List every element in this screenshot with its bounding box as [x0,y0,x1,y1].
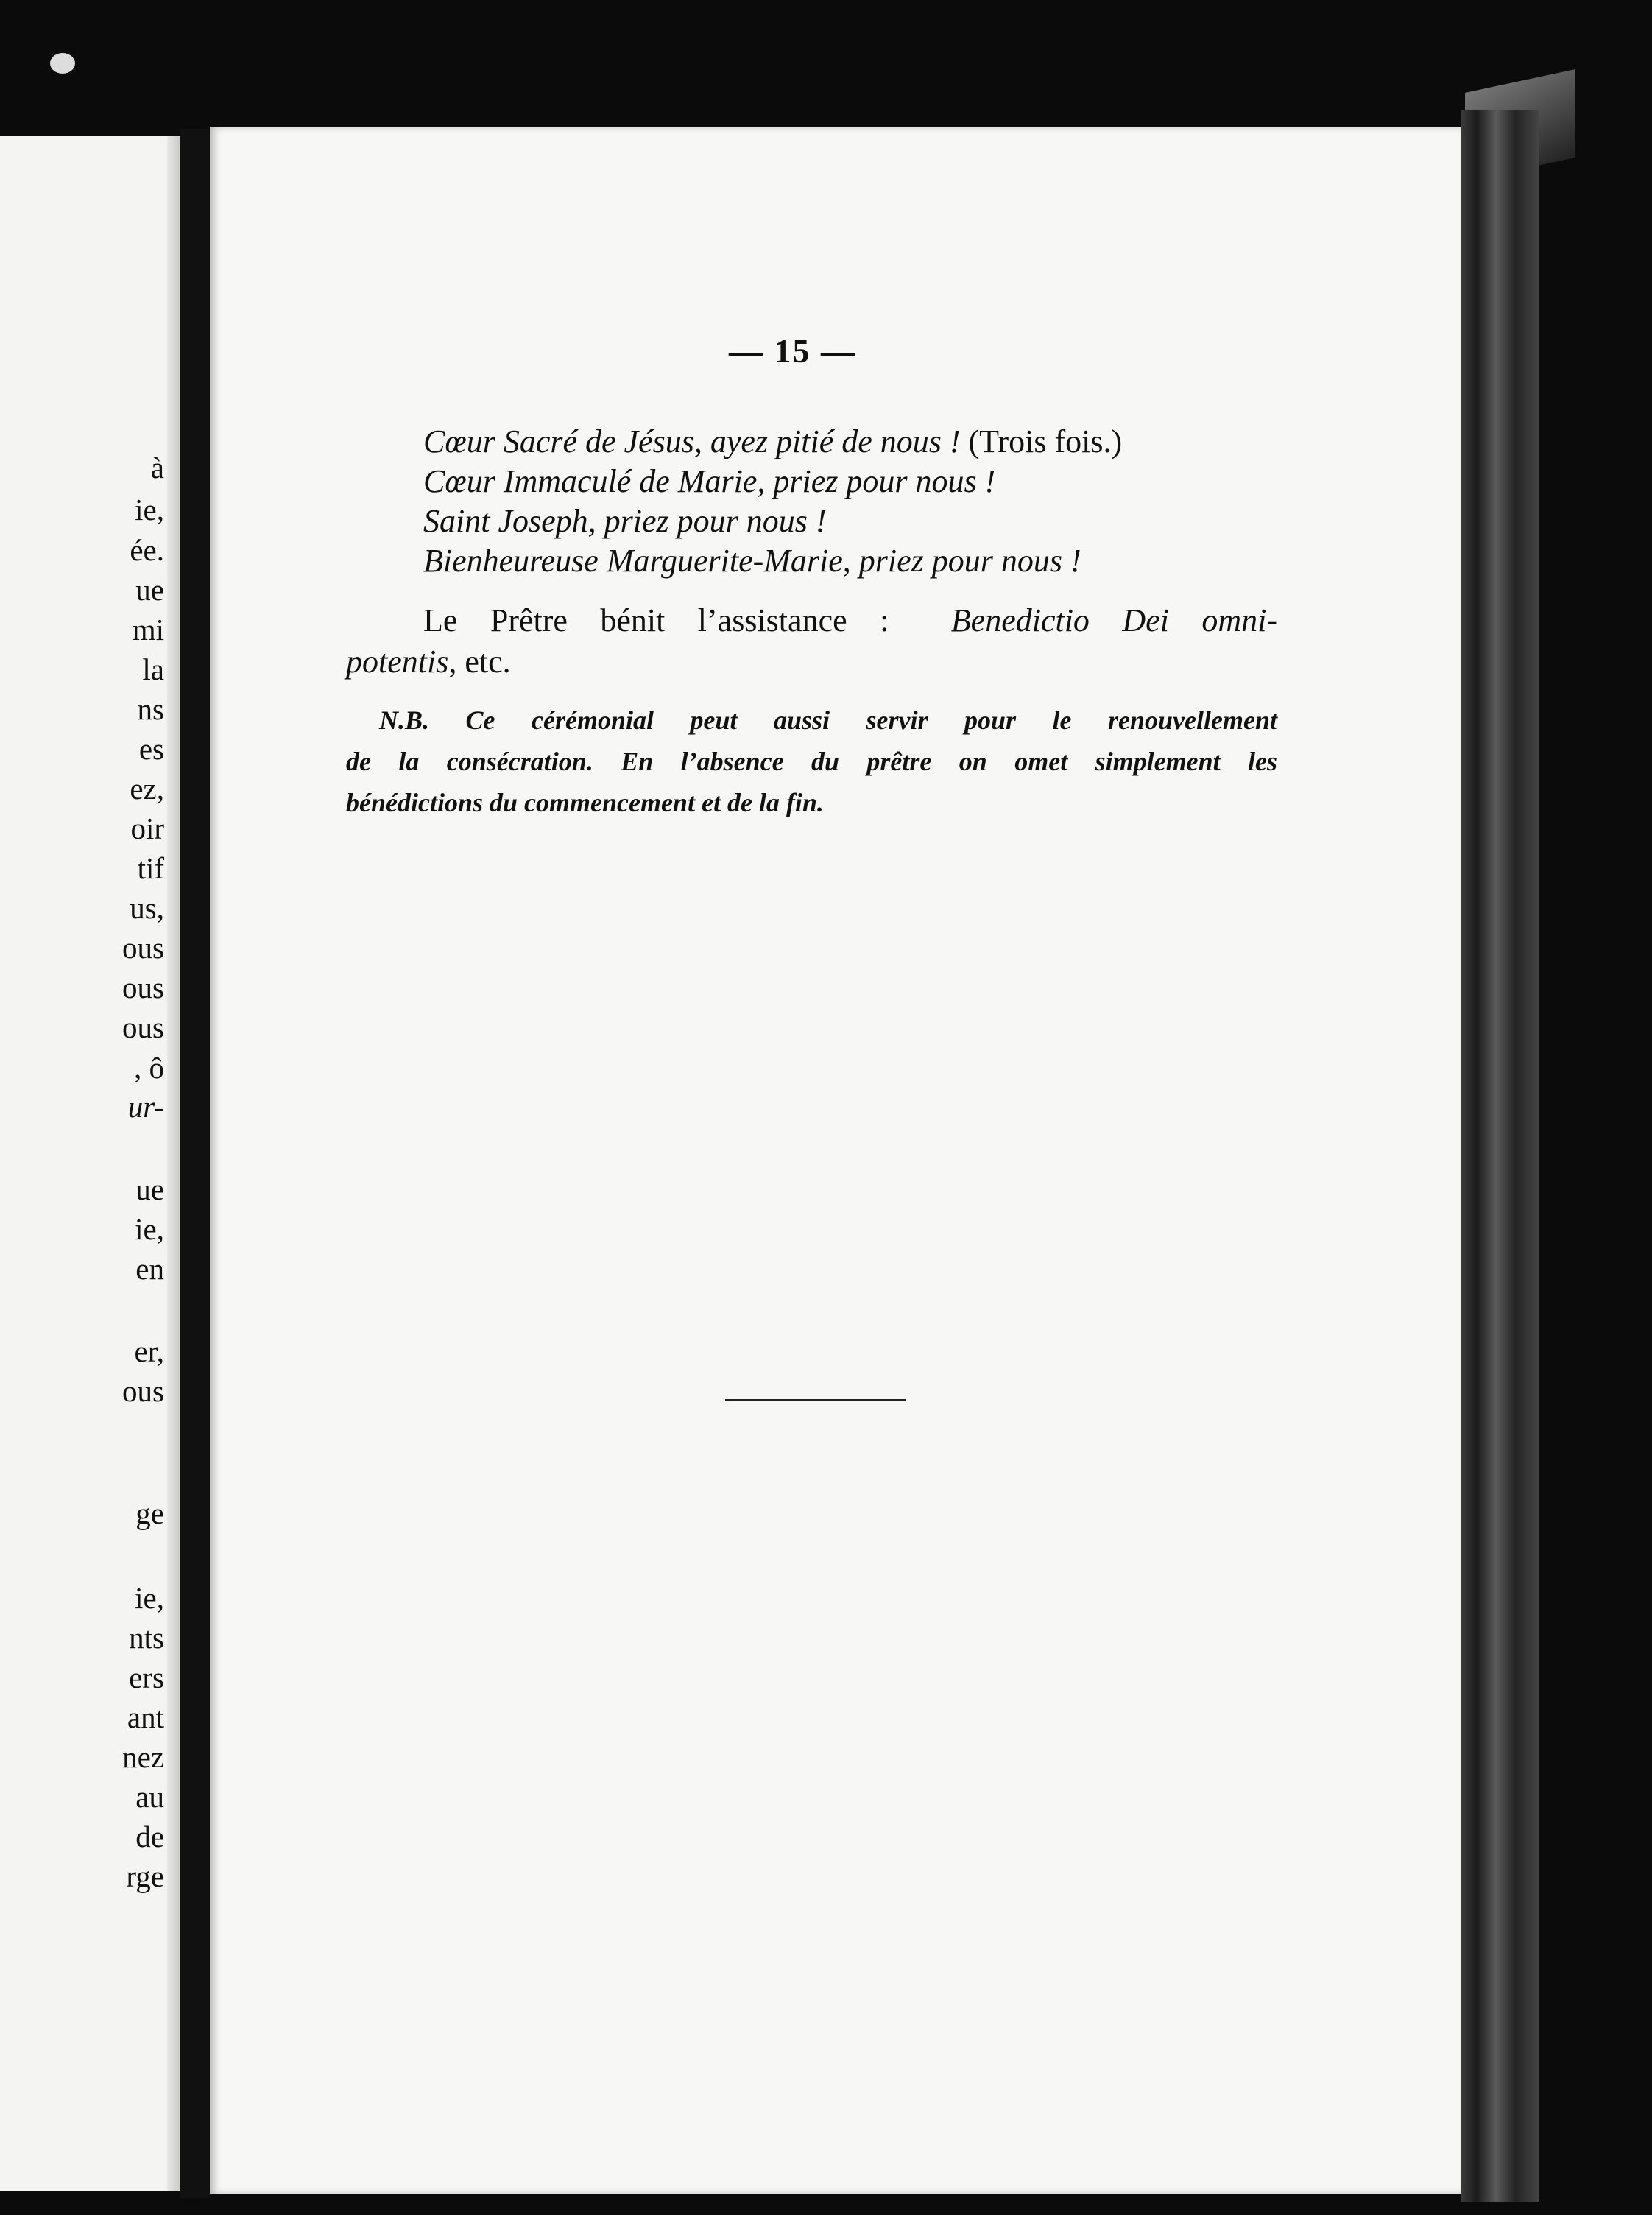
invocation-line [423,501,1277,541]
note-line-2: de la consécration. En l’absence du prêtre on omet simplement les [346,747,1277,776]
blessing-latin-1: Benedictio Dei omni- [950,602,1278,638]
text-fragment: ie, [135,1581,164,1615]
text-fragment: ue [135,1172,164,1206]
text-fragment: tif [137,851,164,885]
text-fragment: ers [129,1661,164,1694]
text-fragment: nez [122,1740,164,1774]
text-fragment: la [142,652,164,686]
text-fragment: de [135,1820,164,1853]
blessing-paragraph [346,600,1277,683]
invocation-rubric: (Trois fois.) [960,423,1123,459]
invocation-line [423,541,1277,581]
invocation-text: Cœur Sacré de Jésus, ayez pitié de nous ! [423,423,961,459]
text-fragment: ous [122,1010,164,1044]
text-fragment: , ô [134,1051,164,1085]
blessing-intro: Le Prêtre bénit l’assistance : [423,602,889,638]
blessing-tail: , etc. [448,644,511,680]
text-fragment: ge [135,1496,164,1530]
nota-bene [346,700,1277,823]
note-line-1: N.B. Ce cérémonial peut aussi servir pour le renouvellement [379,705,1277,735]
text-fragment: ue [135,573,164,607]
scan-speck [50,53,75,74]
text-fragment: ur- [127,1090,164,1124]
invocation-text: Cœur Immaculé de Marie, priez pour nous ! [423,463,996,499]
invocation-line [423,462,1277,501]
invocation-text: Saint Joseph, priez pour nous ! [423,503,827,539]
book-spine [180,129,210,2198]
invocation-text: Bienheureuse Marguerite-Marie, priez pour nous ! [423,543,1081,579]
text-fragment: nts [129,1621,164,1655]
text-fragment: au [135,1780,164,1814]
page-number: — 15 — [729,332,856,370]
text-fragment: ie, [135,1212,164,1246]
text-fragment: rge [126,1859,164,1893]
text-fragment: ant [127,1700,164,1734]
page-gutter [167,136,180,2191]
book-edge [1461,110,1539,2202]
text-fragment: ie, [135,493,164,527]
text-fragment: ous [122,1374,164,1408]
text-fragment: es [138,732,164,766]
text-fragment: er, [134,1334,164,1368]
text-fragment: ous [122,971,164,1004]
previous-page [0,136,185,2191]
note-line-3: bénédictions du commencement et de la fin. [346,788,824,817]
text-fragment: oir [130,811,164,845]
text-fragment: ez, [130,772,164,806]
text-fragment: ous [122,931,164,965]
text-fragment: mi [132,613,164,647]
end-rule [725,1399,906,1401]
blessing-latin-2: potentis [346,644,449,680]
invocation-line [423,422,1277,462]
text-fragment: us, [130,891,164,925]
text-fragment: ée. [130,533,164,567]
text-fragment: ns [137,692,164,726]
text-fragment: en [135,1252,164,1286]
text-fragment: à [150,451,164,485]
